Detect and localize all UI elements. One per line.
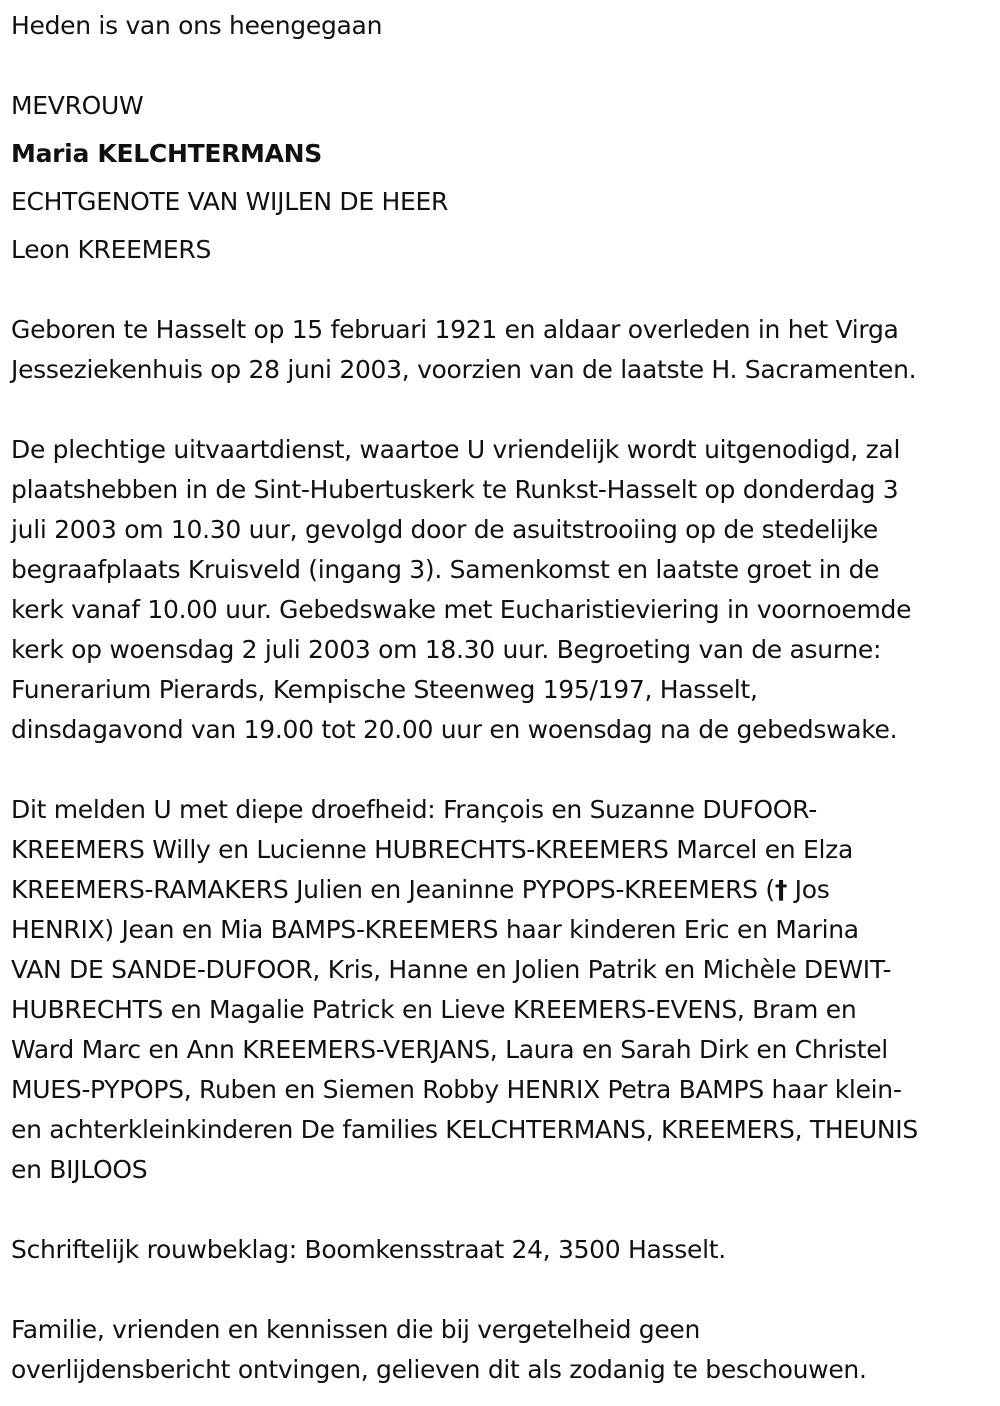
service-line: De plechtige uitvaartdienst, waartoe U vriendelijk wordt uitgenodigd, zal	[11, 435, 901, 464]
mourners-line: en BIJLOOS	[11, 1155, 148, 1184]
service-line: begraafplaats Kruisveld (ingang 3). Samenkomst en laatste groet in de	[11, 555, 880, 584]
mourners-line: HUBRECHTS en Magalie Patrick en Lieve KREEMERS-EVENS, Bram en	[11, 995, 857, 1024]
cross-icon: †	[774, 875, 788, 904]
intro-text: Heden is van ons heengegaan	[11, 11, 383, 40]
closing-line: Familie, vrienden en kennissen die bij vergetelheid geen	[11, 1315, 701, 1344]
closing-line: overlijdensbericht ontvingen, gelieven dit als zodanig te beschouwen.	[11, 1355, 867, 1384]
spouse-name: Leon KREEMERS	[11, 235, 212, 264]
service-line: plaatshebben in de Sint-Hubertuskerk te Runkst-Hasselt op donderdag 3	[11, 475, 899, 504]
service-line: juli 2003 om 10.30 uur, gevolgd door de asuitstrooiing op de stedelijke	[11, 515, 878, 544]
deceased-title: MEVROUW	[11, 91, 144, 120]
service-line: dinsdagavond van 19.00 tot 20.00 uur en woensdag na de gebedswake.	[11, 715, 898, 744]
mourners-line: Ward Marc en Ann KREEMERS-VERJANS, Laura en Sarah Dirk en Christel	[11, 1035, 888, 1064]
deceased-name: Maria KELCHTERMANS	[11, 139, 323, 168]
mourners-line: Dit melden U met diepe droefheid: François en Suzanne DUFOOR-	[11, 795, 817, 824]
condolence-address: Schriftelijk rouwbeklag: Boomkensstraat 24, 3500 Hasselt.	[11, 1235, 726, 1264]
mourners-line: en achterkleinkinderen De families KELCHTERMANS, KREEMERS, THEUNIS	[11, 1115, 918, 1144]
birth-death-line: Geboren te Hasselt op 15 februari 1921 en aldaar overleden in het Virga	[11, 315, 899, 344]
mourners-line: VAN DE SANDE-DUFOOR, Kris, Hanne en Jolien Patrik en Michèle DEWIT-	[11, 955, 892, 984]
mourners-line	[11, 870, 829, 910]
mourners-line: HENRIX) Jean en Mia BAMPS-KREEMERS haar kinderen Eric en Marina	[11, 915, 859, 944]
mourners-line: KREEMERS Willy en Lucienne HUBRECHTS-KREEMERS Marcel en Elza	[11, 835, 853, 864]
service-line: Funerarium Pierards, Kempische Steenweg 195/197, Hasselt,	[11, 675, 758, 704]
mourners-text: KREEMERS-RAMAKERS Julien en Jeaninne PYPOPS-KREEMERS (	[11, 875, 775, 904]
service-line: kerk vanaf 10.00 uur. Gebedswake met Eucharistieviering in voornoemde	[11, 595, 912, 624]
mourners-line: MUES-PYPOPS, Ruben en Siemen Robby HENRIX Petra BAMPS haar klein-	[11, 1075, 902, 1104]
birth-death-line: Jesseziekenhuis op 28 juni 2003, voorzien van de laatste H. Sacramenten.	[11, 355, 917, 384]
service-line: kerk op woensdag 2 juli 2003 om 18.30 uur. Begroeting van de asurne:	[11, 635, 882, 664]
mourners-text: Jos	[787, 875, 830, 904]
deceased-relation: ECHTGENOTE VAN WIJLEN DE HEER	[11, 187, 449, 216]
